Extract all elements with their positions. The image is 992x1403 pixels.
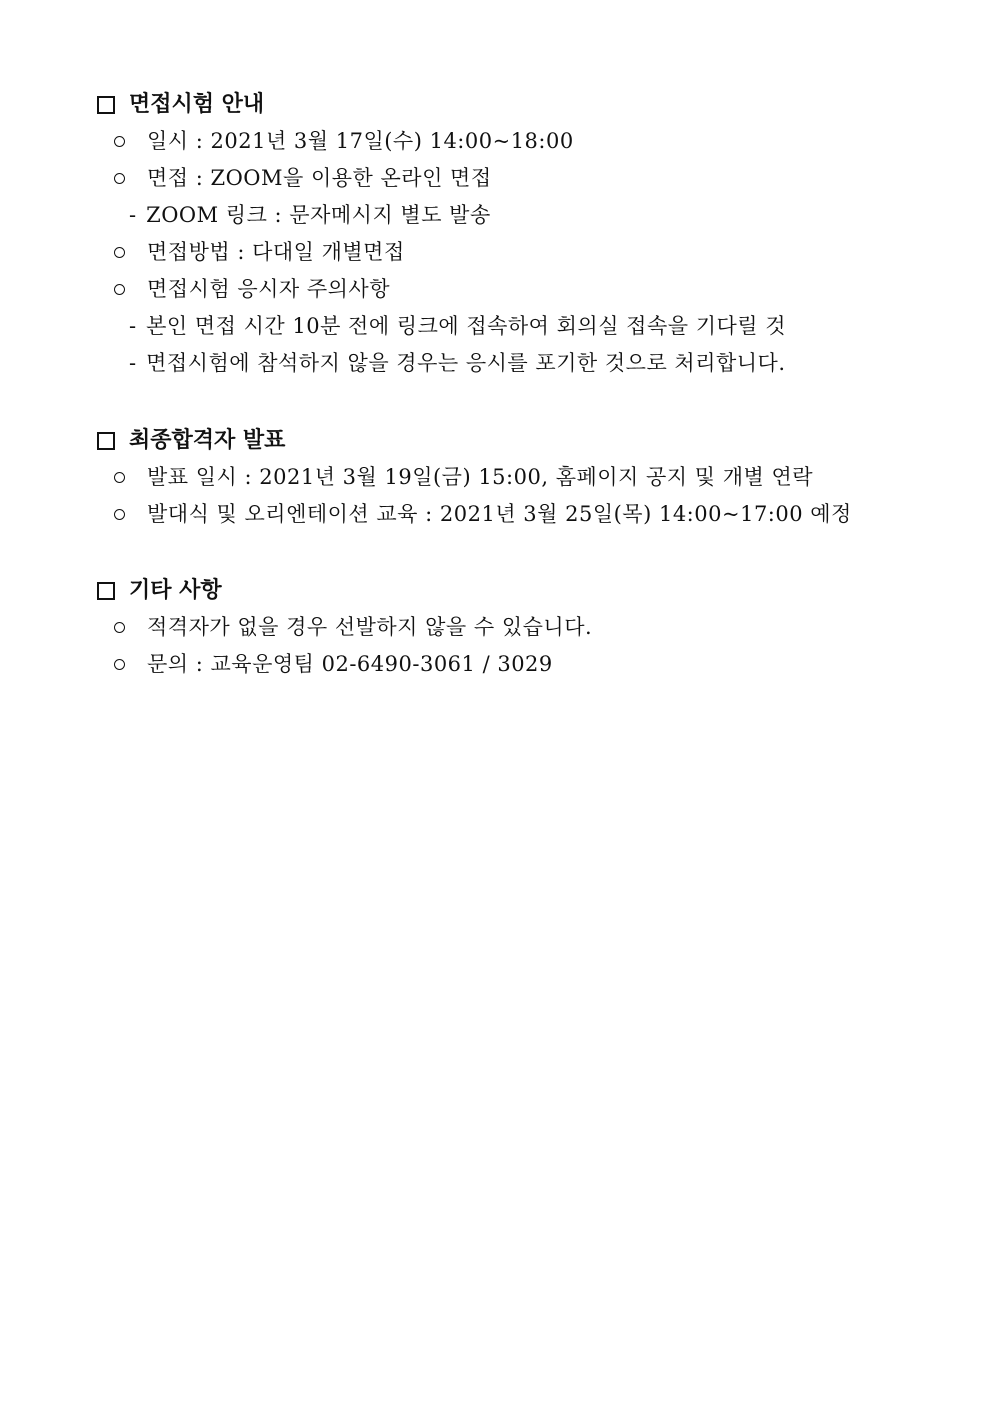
list-item-text: 발대식 및 오리엔테이션 교육 : 2021년 3월 25일(목) 14:00~17:00 예정 [147, 502, 852, 526]
section-heading [96, 422, 916, 459]
sub-list-item [96, 308, 916, 345]
circle-bullet-icon [114, 173, 125, 184]
list-item-text: 적격자가 없을 경우 선발하지 않을 수 있습니다. [147, 615, 593, 639]
list-item-text: 문의 : 교육운영팀 02-6490-3061 / 3029 [147, 652, 553, 676]
section-heading-text: 기타 사항 [129, 577, 222, 603]
list-item-text: 일시 : 2021년 3월 17일(수) 14:00~18:00 [147, 129, 574, 153]
sub-list-item-text: 면접시험에 참석하지 않을 경우는 응시를 포기한 것으로 처리합니다. [146, 351, 786, 375]
circle-bullet-icon [114, 509, 125, 520]
circle-bullet-icon [114, 247, 125, 258]
list-item-text: 면접 : ZOOM을 이용한 온라인 면접 [147, 166, 492, 190]
circle-bullet-icon [114, 284, 125, 295]
sub-list-item-text: 본인 면접 시간 10분 전에 링크에 접속하여 회의실 접속을 기다릴 것 [146, 314, 787, 338]
section-heading [96, 572, 916, 609]
list-item [96, 160, 916, 197]
checkbox-square-icon [97, 96, 115, 114]
section-interview-info [96, 86, 916, 382]
section-heading-text: 면접시험 안내 [129, 91, 265, 117]
sub-list-item-text: ZOOM 링크 : 문자메시지 별도 발송 [146, 203, 491, 227]
circle-bullet-icon [114, 659, 125, 670]
list-item [96, 646, 916, 683]
section-heading [96, 86, 916, 123]
sub-list-item [96, 345, 916, 382]
circle-bullet-icon [114, 622, 125, 633]
list-item [96, 459, 916, 496]
section-heading-text: 최종합격자 발표 [129, 427, 286, 453]
list-item [96, 123, 916, 160]
list-item-text: 면접시험 응시자 주의사항 [147, 277, 390, 301]
circle-bullet-icon [114, 136, 125, 147]
list-item-text: 발표 일시 : 2021년 3월 19일(금) 15:00, 홈페이지 공지 및 개별 연락 [147, 465, 814, 489]
list-item [96, 234, 916, 271]
dash-bullet: - [129, 203, 137, 227]
section-final-announcement [96, 422, 916, 533]
dash-bullet: - [129, 314, 137, 338]
list-item [96, 609, 916, 646]
dash-bullet: - [129, 351, 137, 375]
checkbox-square-icon [97, 582, 115, 600]
list-item [96, 496, 916, 533]
circle-bullet-icon [114, 472, 125, 483]
list-item [96, 271, 916, 308]
sub-list-item [96, 197, 916, 234]
list-item-text: 면접방법 : 다대일 개별면접 [147, 240, 405, 264]
checkbox-square-icon [97, 432, 115, 450]
section-other-notes [96, 572, 916, 683]
